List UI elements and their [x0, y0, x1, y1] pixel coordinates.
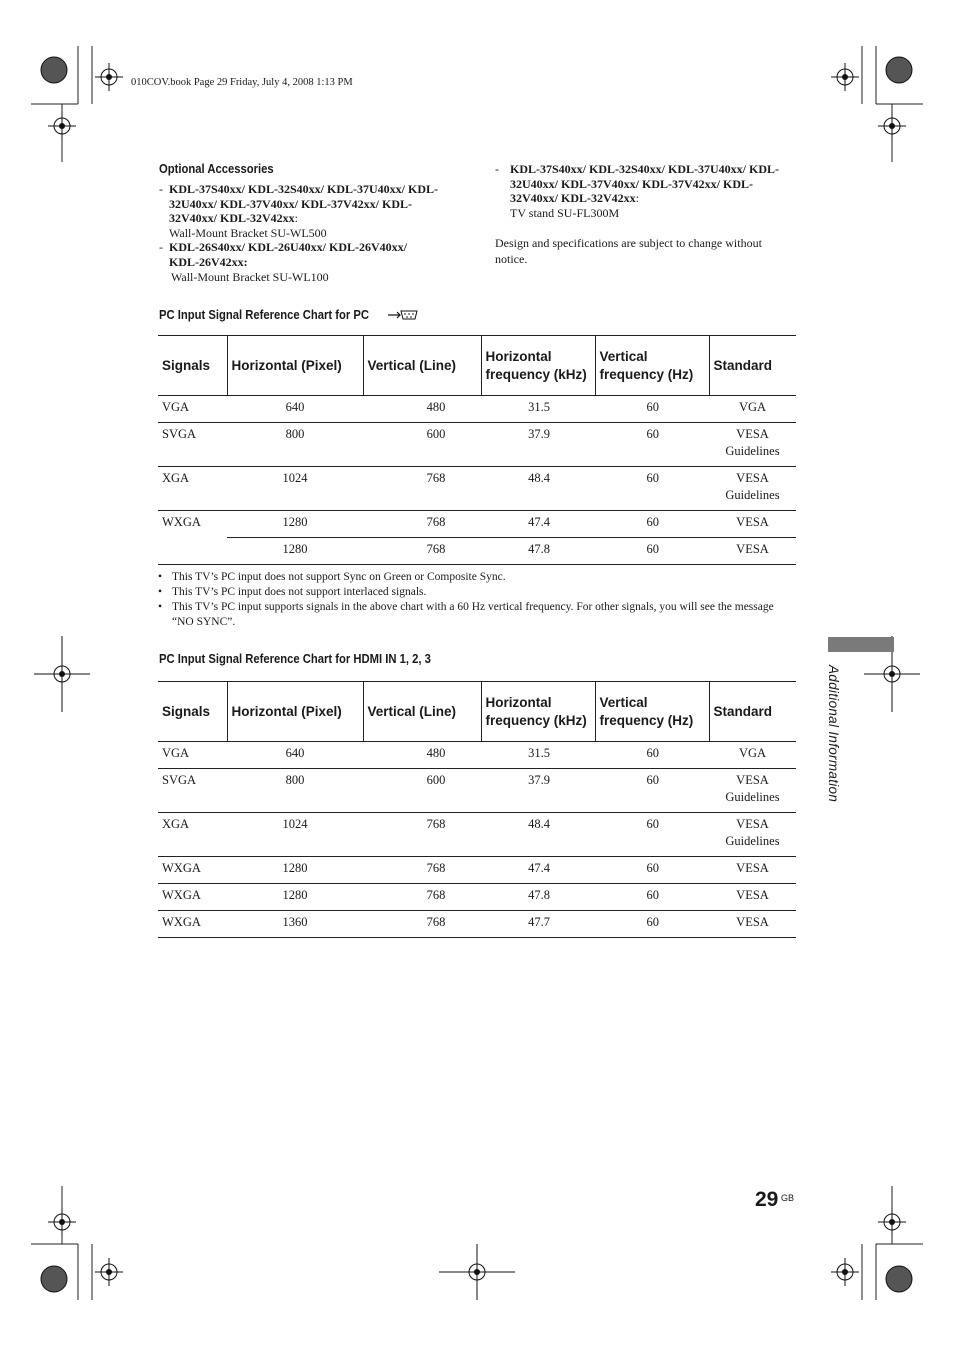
- vertical-frequency-cell: 60: [595, 396, 709, 423]
- vertical-line-cell: 768: [363, 538, 481, 565]
- column-header: Signals: [158, 336, 227, 396]
- horizontal-frequency-cell: 47.8: [481, 884, 595, 911]
- horizontal-pixel-cell: 1280: [227, 857, 363, 884]
- vertical-frequency-cell: 60: [595, 742, 709, 769]
- vertical-line-cell: 600: [363, 423, 481, 467]
- accessory-models: KDL-37S40xx/ KDL-32S40xx/ KDL-37U40xx/ KDL-32U40xx/ KDL-37V40xx/ KDL-37V42xx/ KDL-32V40xx/ KDL-32V42xx: [510, 162, 780, 206]
- column-header: Horizontal frequency (kHz): [481, 682, 595, 742]
- standard-cell: VESA Guidelines: [709, 813, 796, 857]
- table-row: [158, 857, 796, 884]
- accessory-separator: :: [635, 191, 640, 206]
- hdmi-chart-title: PC Input Signal Reference Chart for HDMI IN 1, 2, 3: [159, 652, 431, 666]
- pc-chart-heading: [159, 306, 420, 324]
- horizontal-frequency-cell: 48.4: [481, 467, 595, 511]
- table-header-row: [158, 336, 796, 396]
- standard-cell: VGA: [709, 396, 796, 423]
- note-item: [158, 585, 798, 600]
- file-info-header: 010COV.book Page 29 Friday, July 4, 2008 1:13 PM: [131, 77, 353, 88]
- standard-cell: VESA Guidelines: [709, 423, 796, 467]
- horizontal-pixel-cell: 1024: [227, 813, 363, 857]
- vertical-line-cell: 768: [363, 813, 481, 857]
- standard-cell: VESA: [709, 538, 796, 565]
- pc-chart-title: PC Input Signal Reference Chart for PC: [159, 308, 370, 322]
- signal-cell: SVGA: [158, 423, 227, 467]
- vertical-line-cell: 768: [363, 857, 481, 884]
- signal-cell: SVGA: [158, 769, 227, 813]
- horizontal-pixel-cell: 1280: [227, 538, 363, 565]
- vertical-frequency-cell: 60: [595, 423, 709, 467]
- table-row: [158, 538, 796, 565]
- vertical-frequency-cell: 60: [595, 467, 709, 511]
- standard-cell: VESA: [709, 857, 796, 884]
- signal-cell: VGA: [158, 396, 227, 423]
- section-tab-marker: [828, 637, 894, 652]
- signal-cell: XGA: [158, 813, 227, 857]
- vertical-frequency-cell: 60: [595, 911, 709, 938]
- column-header: Horizontal frequency (kHz): [481, 336, 595, 396]
- note-item: [158, 600, 798, 630]
- page-number: 29: [755, 1188, 779, 1211]
- vertical-line-cell: 768: [363, 511, 481, 538]
- standard-cell: VESA: [709, 511, 796, 538]
- column-header: Signals: [158, 682, 227, 742]
- horizontal-frequency-cell: 47.4: [481, 511, 595, 538]
- horizontal-frequency-cell: 47.7: [481, 911, 595, 938]
- accessory-product: Wall-Mount Bracket SU-WL100: [171, 269, 329, 284]
- accessory-product: TV stand SU-FL300M: [510, 205, 620, 220]
- note-item: [158, 570, 798, 585]
- standard-cell: VGA: [709, 742, 796, 769]
- table-row: [158, 396, 796, 423]
- horizontal-frequency-cell: 31.5: [481, 396, 595, 423]
- standard-cell: VESA: [709, 911, 796, 938]
- horizontal-pixel-cell: 1360: [227, 911, 363, 938]
- vertical-line-cell: 480: [363, 396, 481, 423]
- accessories-title: Optional Accessories: [159, 162, 274, 176]
- vertical-line-cell: 480: [363, 742, 481, 769]
- bullet: •: [158, 586, 163, 598]
- horizontal-frequency-cell: 47.8: [481, 538, 595, 565]
- vertical-frequency-cell: 60: [595, 511, 709, 538]
- horizontal-frequency-cell: 47.4: [481, 857, 595, 884]
- table-header-row: [158, 682, 796, 742]
- signal-cell: WXGA: [158, 911, 227, 938]
- accessory-item: [159, 182, 439, 240]
- pc-signal-table: [158, 335, 796, 565]
- pc-input-notes: [158, 570, 798, 630]
- hdmi-signal-table: [158, 681, 796, 938]
- standard-cell: VESA Guidelines: [709, 467, 796, 511]
- table-row: [158, 884, 796, 911]
- vertical-line-cell: 768: [363, 467, 481, 511]
- vertical-line-cell: 600: [363, 769, 481, 813]
- horizontal-pixel-cell: 640: [227, 742, 363, 769]
- vertical-line-cell: 768: [363, 911, 481, 938]
- accessory-models: KDL-26S40xx/ KDL-26U40xx/ KDL-26V40xx/ KDL-26V42xx:: [169, 240, 408, 269]
- vertical-frequency-cell: 60: [595, 884, 709, 911]
- vertical-frequency-cell: 60: [595, 857, 709, 884]
- horizontal-pixel-cell: 640: [227, 396, 363, 423]
- table-row: [158, 742, 796, 769]
- horizontal-frequency-cell: 48.4: [481, 813, 595, 857]
- accessories-left-column: [159, 182, 439, 284]
- table-row: [158, 511, 796, 538]
- signal-cell: WXGA: [158, 884, 227, 911]
- specs-notice: Design and specifications are subject to change without notice.: [495, 236, 762, 266]
- horizontal-pixel-cell: 800: [227, 769, 363, 813]
- bullet: •: [158, 601, 163, 613]
- list-dash: -: [159, 240, 163, 255]
- horizontal-pixel-cell: 1280: [227, 884, 363, 911]
- accessory-product: Wall-Mount Bracket SU-WL500: [169, 225, 327, 240]
- vertical-frequency-cell: 60: [595, 538, 709, 565]
- note-text: This TV’s PC input does not support interlaced signals.: [172, 586, 427, 598]
- column-header: Vertical (Line): [363, 336, 481, 396]
- vertical-frequency-cell: 60: [595, 769, 709, 813]
- table-row: [158, 423, 796, 467]
- note-text: This TV’s PC input does not support Sync on Green or Composite Sync.: [172, 571, 506, 583]
- accessory-separator: :: [294, 211, 299, 226]
- horizontal-frequency-cell: 37.9: [481, 423, 595, 467]
- table-row: [158, 813, 796, 857]
- bullet: •: [158, 571, 163, 583]
- table-row: [158, 911, 796, 938]
- list-dash: -: [495, 162, 499, 176]
- vertical-line-cell: 768: [363, 884, 481, 911]
- note-text: This TV’s PC input supports signals in the above chart with a 60 Hz vertical frequency. For other signals, you will see the message “NO SYNC”.: [172, 601, 774, 628]
- column-header: Standard: [709, 682, 796, 742]
- signal-cell: WXGA: [158, 857, 227, 884]
- section-side-label: Additional Information: [826, 665, 841, 803]
- signal-cell: XGA: [158, 467, 227, 511]
- column-header: Horizontal (Pixel): [227, 336, 363, 396]
- column-header: Standard: [709, 336, 796, 396]
- column-header: Horizontal (Pixel): [227, 682, 363, 742]
- standard-cell: VESA Guidelines: [709, 769, 796, 813]
- horizontal-frequency-cell: 31.5: [481, 742, 595, 769]
- column-header: Vertical (Line): [363, 682, 481, 742]
- table-row: [158, 769, 796, 813]
- horizontal-pixel-cell: 1280: [227, 511, 363, 538]
- signal-cell: VGA: [158, 742, 227, 769]
- accessories-right-column: [495, 162, 785, 220]
- column-header: Vertical frequency (Hz): [595, 336, 709, 396]
- accessory-item: [495, 162, 785, 220]
- accessory-item: [159, 240, 439, 284]
- list-dash: -: [159, 182, 163, 196]
- table-row: [158, 467, 796, 511]
- horizontal-pixel-cell: 1024: [227, 467, 363, 511]
- column-header: Vertical frequency (Hz): [595, 682, 709, 742]
- standard-cell: VESA: [709, 884, 796, 911]
- page-number-suffix: GB: [781, 1193, 795, 1203]
- pc-input-connector-icon: [386, 308, 420, 322]
- vertical-frequency-cell: 60: [595, 813, 709, 857]
- signal-cell: [158, 538, 227, 565]
- horizontal-pixel-cell: 800: [227, 423, 363, 467]
- signal-cell: WXGA: [162, 515, 201, 529]
- horizontal-frequency-cell: 37.9: [481, 769, 595, 813]
- accessory-models: KDL-37S40xx/ KDL-32S40xx/ KDL-37U40xx/ KDL-32U40xx/ KDL-37V40xx/ KDL-37V42xx/ KDL-32V40xx/ KDL-32V42xx: [169, 182, 439, 226]
